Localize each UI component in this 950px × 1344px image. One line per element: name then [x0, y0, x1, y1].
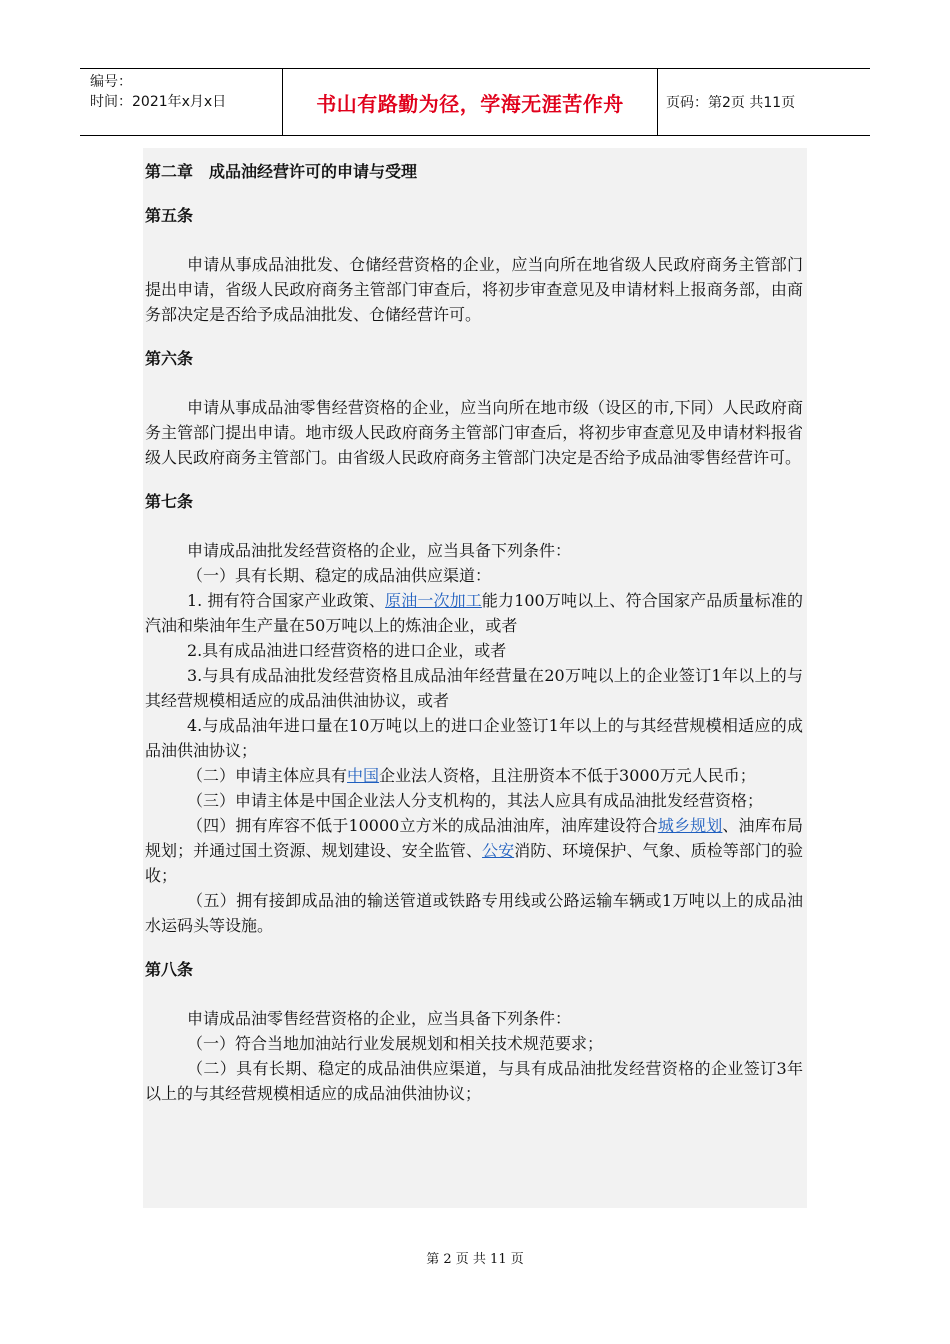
time-label: 时间：2021年x月x日: [90, 94, 227, 110]
article-8-condition-1: （一）符合当地加油站行业发展规划和相关技术规范要求；: [187, 1034, 604, 1053]
article-5-title: 第五条: [145, 206, 194, 225]
article-5-paragraph: 申请从事成品油批发、仓储经营资格的企业，应当向所在地省级人民政府商务主管部门提出申请，省级人民政府商务主管部门审查后，将初步审查意见及申请材料上报商务部，由商务部决定是否给予成品油批发、仓储经营许可。: [145, 255, 803, 324]
condition-2-text-b: 企业法人资格，且注册资本不低于3000万元人民币；: [379, 766, 756, 785]
article-6-title: 第六条: [145, 349, 194, 368]
header-motto-cell: [283, 69, 658, 135]
article-7-item-2: 2.具有成品油进口经营资格的进口企业，或者: [187, 641, 507, 660]
article-7-condition-5: （五）拥有接卸成品油的输送管道或铁路专用线或公路运输车辆或1万吨以上的成品油水运码头等设施。: [145, 891, 803, 935]
header-table: [80, 68, 870, 136]
article-7-condition-4: [145, 813, 803, 888]
chapter-title: 第二章 成品油经营许可的申请与受理: [145, 162, 418, 181]
document-body: [143, 148, 807, 1208]
article-7-item-3: 3.与具有成品油批发经营资格且成品油年经营量在20万吨以上的企业签订1年以上的与其经营规模相适应的成品油供油协议，或者: [145, 666, 803, 710]
header-meta: [80, 69, 283, 135]
article-7-item-1: [145, 588, 803, 638]
motto: 书山有路勤为径，学海无涯苦作舟: [316, 91, 624, 116]
article-7-condition-1: （一）具有长期、稳定的成品油供应渠道：: [187, 566, 492, 585]
link-crude-processing[interactable]: 原油一次加工: [385, 591, 482, 610]
article-7-item-4: 4.与成品油年进口量在10万吨以上的进口企业签订1年以上的与其经营规模相适应的成品油供油协议；: [145, 716, 803, 760]
article-8-condition-2: （二）具有长期、稳定的成品油供应渠道，与具有成品油批发经营资格的企业签订3年以上的与其经营规模相适应的成品油供油协议；: [145, 1059, 803, 1103]
page-label: 页码：第2页 共11页: [666, 95, 796, 111]
condition-4-text-c: 消防、环境保护、气象、质检等部门的验收；: [145, 841, 803, 885]
article-6-paragraph: 申请从事成品油零售经营资格的企业，应当向所在地市级（设区的市,下同）人民政府商务主管部门提出申请。地市级人民政府商务主管部门审查后，将初步审查意见及申请材料报省级人民政府商务主管部门。由省级人民政府商务主管部门决定是否给予成品油零售经营许可。: [145, 398, 803, 467]
item-1-text-a: 1. 拥有符合国家产业政策、: [187, 591, 386, 610]
article-7-title: 第七条: [145, 492, 194, 511]
link-urban-rural-planning[interactable]: 城乡规划: [657, 816, 723, 835]
condition-2-text-a: （二）申请主体应具有: [187, 766, 348, 785]
link-china[interactable]: 中国: [347, 766, 380, 785]
article-8-intro: 申请成品油零售经营资格的企业，应当具备下列条件：: [187, 1009, 572, 1028]
page-footer: 第 2 页 共 11 页: [426, 1252, 524, 1267]
link-public-security[interactable]: 公安: [482, 841, 515, 860]
article-8-title: 第八条: [145, 960, 194, 979]
condition-4-text-a: （四）拥有库容不低于10000立方米的成品油油库，油库建设符合: [187, 816, 658, 835]
article-7-intro: 申请成品油批发经营资格的企业，应当具备下列条件：: [187, 541, 572, 560]
article-7-condition-3: （三）申请主体是中国企业法人分支机构的，其法人应具有成品油批发经营资格；: [187, 791, 764, 810]
article-7-condition-2: [145, 763, 803, 788]
condition-4-text-b: 、油库布局规划；并通过国土资源、规划建设、安全监管、: [145, 816, 803, 860]
number-label: 编号：: [90, 74, 132, 90]
item-1-text-b: 能力100万吨以上、符合国家产品质量标准的汽油和柴油年生产量在50万吨以上的炼油企业，或者: [145, 591, 803, 635]
header-page-cell: [658, 69, 870, 135]
